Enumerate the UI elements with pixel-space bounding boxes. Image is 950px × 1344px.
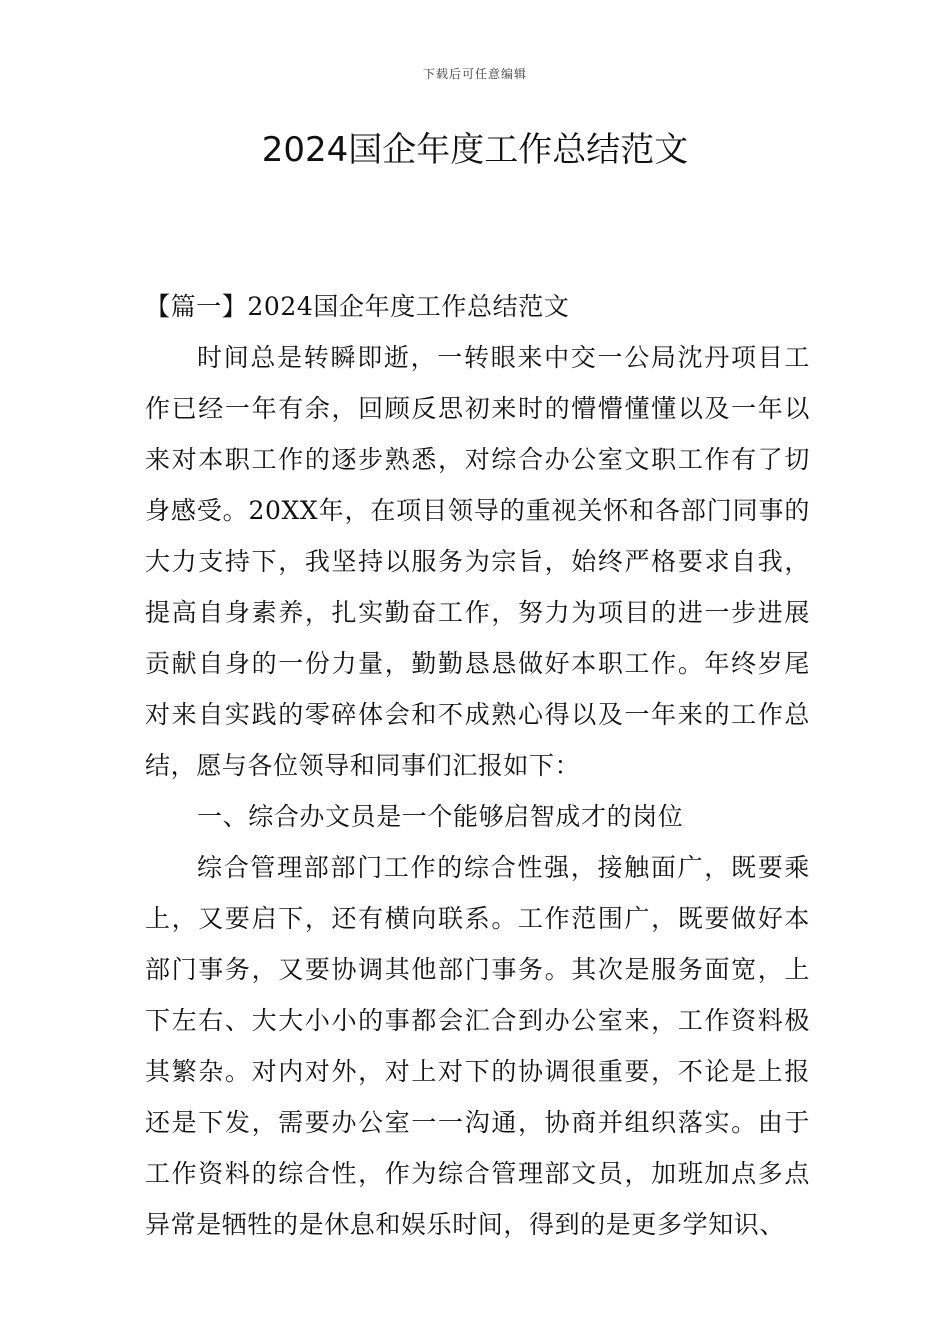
header-note: 下载后可任意编辑 — [422, 67, 527, 81]
paragraph-intro: 时间总是转瞬即逝，一转眼来中交一公局沈丹项目工作已经一年有余，回顾反思初来时的懵懵懂懂以及一年以来对本职工作的逐步熟悉，对综合办公室文职工作有了切身感受。20XX年，在项目领导的重视关怀和各部门同事的大力支持下，我坚持以服务为宗旨，始终严格要求自我，提高自身素养，扎实勤奋工作，努力为项目的进一步进展贡献自身的一份力量，勤勤恳恳做好本职工作。年终岁尾对来自实践的零碎体会和不成熟心得以及一年来的工作总结，愿与各位领导和同事们汇报如下： — [145, 343, 810, 780]
section-label: 【篇一】2024国企年度工作总结范文 — [145, 292, 570, 321]
document-body — [145, 281, 810, 1250]
document-title: 2024国企年度工作总结范文 — [261, 130, 689, 170]
section-heading-1: 一、综合办文员是一个能够启智成才的岗位 — [197, 802, 684, 831]
paragraph-section-1: 综合管理部部门工作的综合性强，接触面广，既要乘上，又要启下，还有横向联系。工作范围广，既要做好本部门事务，又要协调其他部门事务。其次是服务面宽，上下左右、大大小小的事都会汇合到办公室来，工作资料极其繁杂。对内对外，对上对下的协调很重要，不论是上报还是下发，需要办公室一一沟通，协商并组织落实。由于工作资料的综合性，作为综合管理部文员，加班加点多点异常是牺牲的是休息和娱乐时间，得到的是更多学知识、 — [145, 853, 810, 1239]
